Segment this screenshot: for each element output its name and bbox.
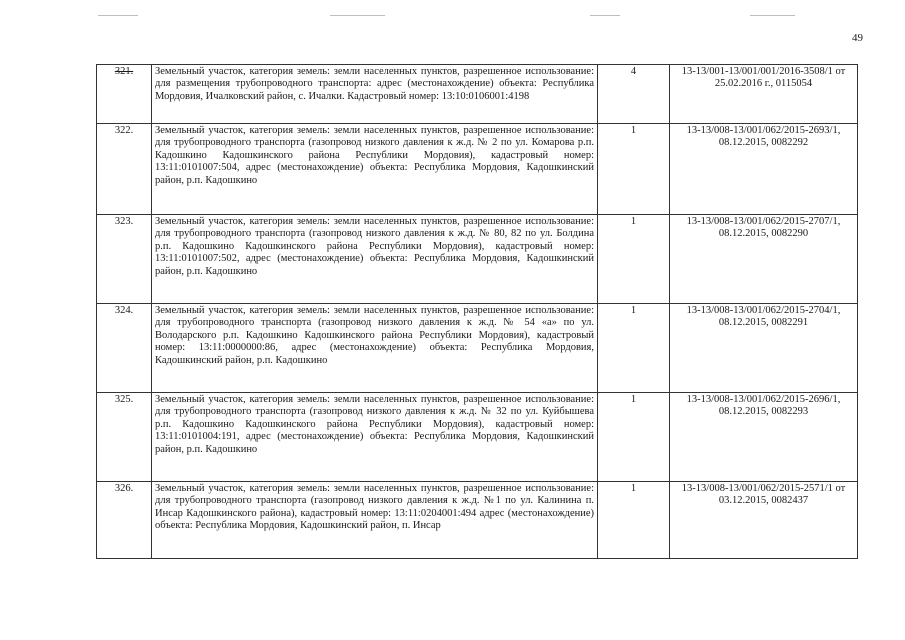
row-quantity: 1 xyxy=(598,124,670,215)
table-row xyxy=(97,393,858,482)
row-registration: 13-13/008-13/001/062/2015-2693/1, 08.12.2015, 0082292 xyxy=(670,124,858,215)
page-number: 49 xyxy=(852,32,863,44)
row-number: 324. xyxy=(97,304,152,393)
table-row xyxy=(97,65,858,124)
row-quantity: 4 xyxy=(598,65,670,124)
row-description: Земельный участок, категория земель: земли населенных пунктов, разрешенное использование: для трубопроводного транспорта (газопровод низкого давления к ж.д. № 32 по ул. Куйбышева р.п. Кадошкино Кадошкинского района Республики Мордовия), кадастровый номер: 13:11:0101004:191, адрес (местонахождение) объекта: Республика Мордовия, Кадошкинский район, р.п. Кадошкино xyxy=(152,393,598,482)
scan-artifact xyxy=(330,15,385,16)
row-registration: 13-13/001-13/001/001/2016-3508/1 от 25.02.2016 г., 0115054 xyxy=(670,65,858,124)
row-registration: 13-13/008-13/001/062/2015-2707/1, 08.12.2015, 0082290 xyxy=(670,215,858,304)
scan-artifact xyxy=(98,15,138,16)
row-registration: 13-13/008-13/001/062/2015-2704/1, 08.12.2015, 0082291 xyxy=(670,304,858,393)
row-quantity: 1 xyxy=(598,304,670,393)
table-row xyxy=(97,482,858,559)
scan-artifact xyxy=(750,15,795,16)
row-description: Земельный участок, категория земель: земли населенных пунктов, разрешенное использование: для трубопроводного транспорта (газопровод низкого давления к ж.д. №1 по ул. Калинина п. Инсар Кадошкинского района), кадастровый номер: 13:11:0204001:494 адрес (местонахождение) объекта: Республика Мордовия, Кадошкинский район, п. Инсар xyxy=(152,482,598,559)
row-quantity: 1 xyxy=(598,482,670,559)
row-number: 322. xyxy=(97,124,152,215)
row-description: Земельный участок, категория земель: земли населенных пунктов, разрешенное использование: для размещения трубопроводного транспорта: адрес (местонахождение) объекта: Республика Мордовия, Ичалковский район, с. Ичалки. Кадастровый номер: 13:10:0106001:4198 xyxy=(152,65,598,124)
row-registration: 13-13/008-13/001/062/2015-2571/1 от 03.12.2015, 0082437 xyxy=(670,482,858,559)
row-quantity: 1 xyxy=(598,215,670,304)
row-registration: 13-13/008-13/001/062/2015-2696/1, 08.12.2015, 0082293 xyxy=(670,393,858,482)
table-row xyxy=(97,124,858,215)
row-description: Земельный участок, категория земель: земли населенных пунктов, разрешенное использование: для трубопроводного транспорта (газопровод низкого давления к ж.д. № 54 «а» по ул. Володарского р.п. Кадошкино Кадошкинского района Республики Мордовия), кадастровый номер: 13:11:0000000:86, адрес (местонахождение) объекта: Республика Мордовия, Кадошкинский район, р.п. Кадошкино xyxy=(152,304,598,393)
row-number: 326. xyxy=(97,482,152,559)
table-row xyxy=(97,215,858,304)
property-register-table xyxy=(96,64,858,559)
scan-artifact xyxy=(590,15,620,16)
row-number: 321. xyxy=(97,65,152,124)
row-number: 325. xyxy=(97,393,152,482)
row-number: 323. xyxy=(97,215,152,304)
row-description: Земельный участок, категория земель: земли населенных пунктов, разрешенное использование: для трубопроводного транспорта (газопровод низкого давления к ж.д. № 2 по ул. Комарова р.п. Кадошкино Кадошкинского района Республики Мордовия), кадастровый номер: 13:11:0101007:504, адрес (местонахождение) объекта: Республика Мордовия, Кадошкинский район, р.п. Кадошкино xyxy=(152,124,598,215)
row-quantity: 1 xyxy=(598,393,670,482)
table-row xyxy=(97,304,858,393)
row-description: Земельный участок, категория земель: земли населенных пунктов, разрешенное использование: для трубопроводного транспорта (газопровод низкого давления к ж.д. № 80, 82 по ул. Болдина р.п. Кадошкино Кадошкинского района Республики Мордовия), кадастровый номер: 13:11:0101007:502, адрес (местонахождение) объекта: Республика Мордовия, Кадошкинский район, р.п. Кадошкино xyxy=(152,215,598,304)
